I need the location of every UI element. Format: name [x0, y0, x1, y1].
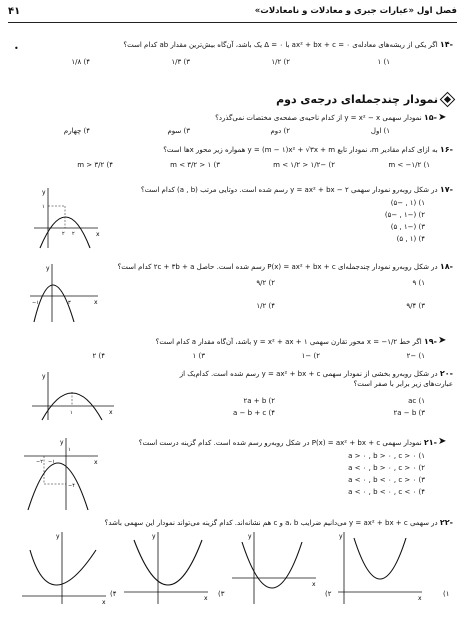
arrow-marker-icon: ➤	[438, 112, 447, 123]
y-axis-label: y	[56, 533, 60, 540]
option-3-graph[interactable]	[122, 530, 212, 606]
figure-18-parabola	[28, 262, 100, 324]
option-2[interactable]: ۲) ۱/۲	[271, 58, 290, 66]
option-3[interactable]: ۳) ۱/۳	[171, 58, 190, 66]
option-3[interactable]: ۳) سوم	[167, 127, 190, 135]
tick-label: −۱	[32, 300, 39, 306]
x-axis-label: x	[102, 599, 106, 606]
option-4[interactable]: ۴) ۱/۲	[256, 302, 275, 310]
option-1[interactable]: ۱)	[443, 590, 450, 598]
option-4[interactable]: ۴)	[110, 590, 117, 598]
option-2-graph[interactable]	[230, 530, 320, 606]
option-1[interactable]: ۱) ۱	[377, 58, 390, 66]
x-axis-label: x	[94, 459, 98, 466]
x-axis-label: x	[96, 231, 100, 238]
option-3[interactable]: ۳) (−۱ , ۵)	[390, 223, 425, 231]
question-text: اگر یکی از ریشه‌های معادله‌ی ax² + bx + c = ۰ با Δ = ۰ یک باشد، آن‌گاه بیش‌ترین مقدار ab کدام است؟	[123, 41, 438, 49]
y-axis-label: y	[339, 533, 343, 540]
figure-20-parabola	[30, 370, 116, 422]
option-2[interactable]: ۲) ۹/۲	[256, 279, 275, 287]
bullet-icon: •	[14, 44, 19, 53]
diamond-icon	[440, 92, 456, 108]
section-title: نمودار چندجمله‌ای درجه‌ی دوم	[276, 93, 453, 106]
tick-label: ۱	[70, 410, 73, 416]
question-21: -۲۱ نمودار سهمی P(x) = ax² + bx + c در شکل روبه‌رو رسم شده است. کدام گزینه درست است؟	[138, 438, 437, 447]
option-3[interactable]: ۳) ۱	[192, 352, 205, 360]
option-2[interactable]: ۲) a < ۰ , b > ۰ , c > ۰	[348, 464, 425, 472]
page-number: ۴۱	[8, 6, 21, 17]
question-stem	[123, 40, 453, 50]
y-axis-label: y	[42, 189, 46, 196]
x-axis-label: x	[418, 595, 422, 602]
option-4[interactable]: ۴) a < ۰ , b < ۰ , c < ۰	[348, 488, 425, 496]
arrow-marker-icon: ➤	[438, 335, 447, 346]
option-3[interactable]: ۳) ۱ < m < ۳/۲	[170, 161, 220, 169]
option-2[interactable]: ۲) دوم	[270, 127, 290, 135]
option-1[interactable]: ۱) −۲	[406, 352, 425, 360]
option-4[interactable]: ۴) ۱/۸	[71, 58, 90, 66]
option-2[interactable]: ۲) (−۱ , −۵)	[384, 211, 425, 219]
question-22: -۲۲ در سهمی y = ax² + bx + c می‌دانیم ضرایب a، b و c هم نشانه‌اند. کدام گزینه می‌تواند نمودار این سهمی باشد؟	[104, 518, 453, 527]
x-axis-label: x	[109, 409, 113, 416]
figure-21-parabola	[22, 436, 102, 512]
option-1[interactable]: ۱) m < −۱/۲	[388, 161, 430, 169]
question-14	[123, 40, 453, 50]
option-2[interactable]: ۲) ۲a + b	[243, 397, 275, 405]
option-2[interactable]: ۲)	[325, 590, 332, 598]
y-axis-label: y	[46, 265, 50, 272]
question-19: -۱۹ اگر خط x = −۱/۲ محور تقارن سهمی y = x² + ax + ۱ باشد، آن‌گاه مقدار a کدام است؟	[155, 337, 437, 346]
option-3[interactable]: ۳)	[218, 590, 225, 598]
question-number: -۱۴	[439, 40, 453, 49]
question-18: -۱۸ در شکل روبه‌رو نمودار چندجمله‌ای P(x) = ax² + bx + c رسم شده است. حاصل ۲c + ۳b + a کدام است؟	[117, 262, 453, 271]
question-15: -۱۵ نمودار سهمی y = x² − x از کدام ناحیه‌ی صفحه‌ی مختصات نمی‌گذرد؟	[215, 113, 437, 122]
tick-label: ۲	[62, 231, 65, 237]
option-1-graph[interactable]	[336, 530, 426, 606]
chapter-title: فصل اول «عبارات جبری و معادلات و نامعادلات»	[254, 6, 457, 16]
question-17: -۱۷ در شکل روبه‌رو نمودار سهمی y = ax² + bx − ۲ رسم شده است. دوتایی مرتب (a , b) کدام است؟	[140, 185, 453, 194]
y-axis-label: y	[60, 439, 64, 446]
tick-label: −۱	[48, 459, 55, 465]
option-3[interactable]: ۳) ۲a − b	[393, 409, 425, 417]
page-header	[8, 6, 457, 23]
option-4[interactable]: ۴) چهارم	[63, 127, 90, 135]
question-20: -۲۰ در شکل روبه‌رو بخشی از نمودار سهمی y = ax² + bx + c رسم شده است. کدام‌یک از عبارت‌های زیر برابر با صفر است؟	[179, 369, 453, 388]
option-2[interactable]: ۲) −۱/۲ < m < ۱/۲	[273, 161, 335, 169]
x-axis-label: x	[312, 581, 316, 588]
tick-label: −۴	[68, 483, 75, 489]
option-3[interactable]: ۳) a < ۰ , b < ۰ , c > ۰	[348, 476, 425, 484]
option-1[interactable]: ۱) a > ۰ , b > ۰ , c > ۰	[348, 452, 425, 460]
y-axis-label: y	[42, 373, 46, 380]
arrow-marker-icon: ➤	[438, 436, 447, 447]
option-1[interactable]: ۱) ac	[408, 397, 425, 405]
x-axis-label: x	[204, 595, 208, 602]
option-1[interactable]: ۱) (۱ , −۵)	[390, 199, 425, 207]
tick-label: −۲	[36, 459, 43, 465]
x-axis-label: x	[94, 299, 98, 306]
y-axis-label: y	[152, 533, 156, 540]
figure-17-parabola	[32, 186, 102, 250]
question-16: -۱۶ به ازای کدام مقادیر m، نمودار تابع y = (m − ۱)x² + √۳x + m همواره زیر محور xها است؟	[163, 145, 453, 154]
tick-label: ۳	[68, 300, 71, 306]
tick-label: ۱	[42, 204, 45, 210]
option-4[interactable]: ۴) m > ۳/۲	[77, 161, 113, 169]
option-1[interactable]: ۱) ۹	[412, 279, 425, 287]
parabola-curve	[28, 463, 88, 510]
tick-label: ۱	[68, 447, 71, 453]
tick-label: ۲	[72, 231, 75, 237]
option-4-graph[interactable]	[20, 530, 110, 606]
option-4[interactable]: ۴) (۱ , ۵)	[396, 235, 425, 243]
option-3[interactable]: ۳) ۹/۴	[406, 302, 425, 310]
option-4[interactable]: ۴) a − b + c	[233, 409, 275, 417]
option-2[interactable]: ۲) −۱	[301, 352, 320, 360]
y-axis-label: y	[248, 533, 252, 540]
option-1[interactable]: ۱) اول	[370, 127, 390, 135]
option-4[interactable]: ۴) ۲	[92, 352, 105, 360]
